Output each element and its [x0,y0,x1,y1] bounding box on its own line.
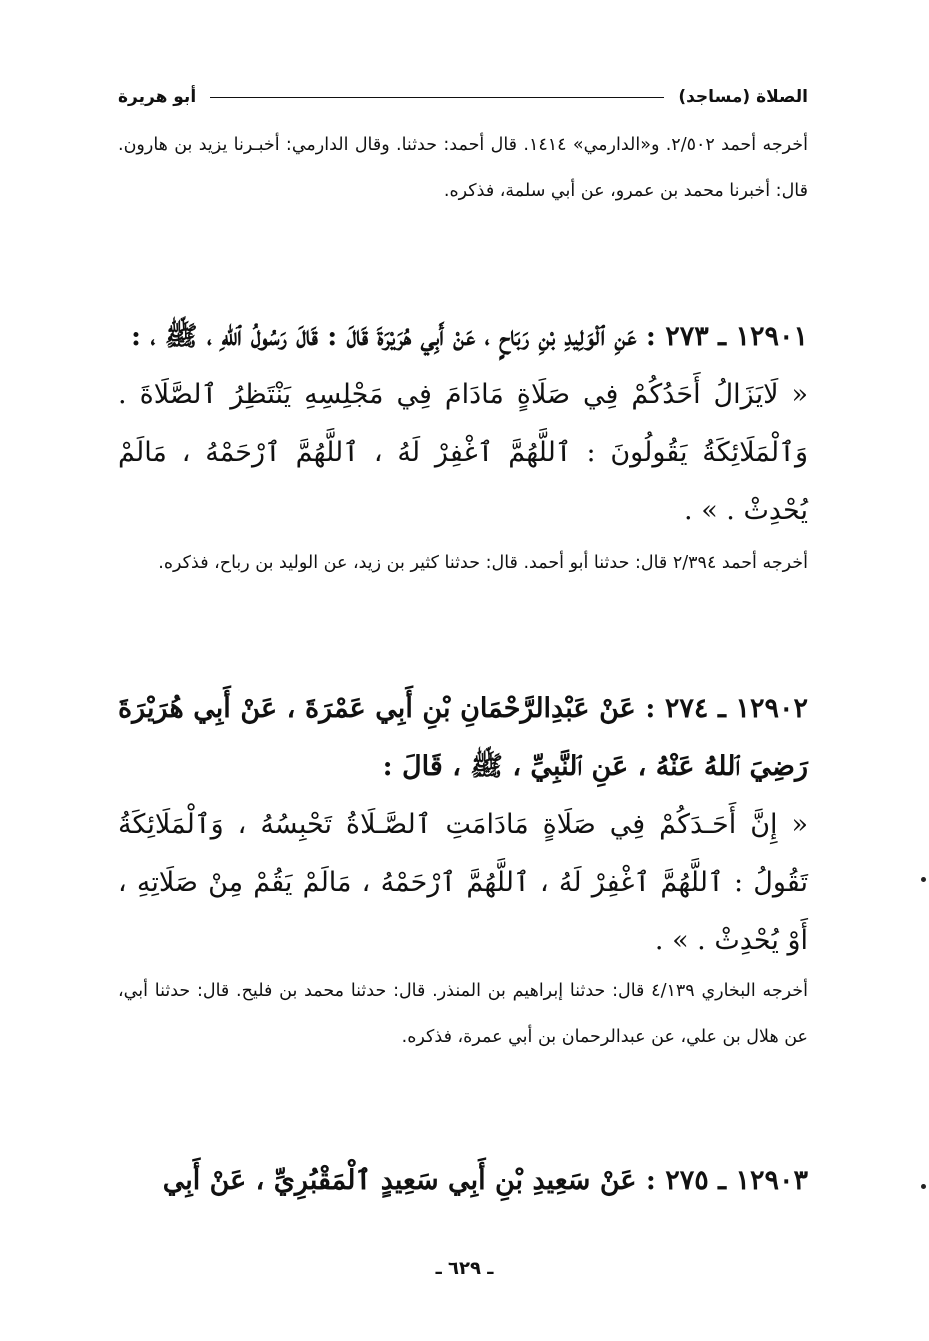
hadith-isnad: ١٢٩٠١ ـ ٢٧٣ : عَنِ ٱلْوَلِيدِ بْنِ رَبَاحٍ ، عَنْ أَبِي هُرَيْرَةَ قَالَ : قَالَ رَسُولُ ٱللهِ ، ﷺ ، : [130,321,808,352]
source-note-text: أخرجه أحمد ٢/٣٩٤ قال: حدثنا أبو أحمد. قال: حدثنا كثير بن زيد، عن الوليد بن رباح، فذكره. [158,553,808,573]
page-number: ـ ٦٢٩ ـ [435,1258,494,1279]
margin-mark [921,1184,926,1189]
footnote-source-3 [118,968,808,1060]
hadith-matn: « لَايَزَالُ أَحَدُكُمْ فِي صَلَاةٍ مَادَامَ فِي مَجْلِسِهِ يَنْتَظِرُ ٱلصَّلَاةَ . وَٱلْمَلَائِكَةُ يَقُولُونَ : ٱللَّهُمَّ ٱغْفِرْ لَهُ ، ٱللَّهُمَّ ٱرْحَمْهُ ، مَالَمْ يُحْدِثْ . » . [118,379,808,526]
hadith-12902 [118,680,808,970]
hadith-isnad: ١٢٩٠٢ ـ ٢٧٤ : عَنْ عَبْدِالرَّحْمَانِ بْنِ أَبِي عَمْرَةَ ، عَنْ أَبِي هُرَيْرَةَ رَضِيَ ٱللهُ عَنْهُ ، عَنِ ٱلنَّبِيِّ ، ﷺ ، قَالَ : [118,693,808,782]
header-chapter-title: الصلاة (مساجد) [678,87,808,107]
hadith-matn: « إِنَّ أَحَـدَكُمْ فِي صَلَاةٍ مَادَامَتِ ٱلصَّـلَاةُ تَحْبِسُهُ ، وَٱلْمَلَائِكَةُ تَقُولُ : ٱللَّهُمَّ ٱغْفِرْ لَهُ ، ٱللَّهُمَّ ٱرْحَمْهُ ، مَالَمْ يَقُمْ مِنْ صَلَاتِهِ ، أَوْ يُحْدِثْ . » . [118,809,808,956]
footnote-source-2 [118,540,808,586]
header-narrator-title: أبو هريرة [118,87,197,107]
hadith-isnad: ١٢٩٠٣ ـ ٢٧٥ : عَنْ سَعِيدِ بْنِ أَبِي سَعِيدٍ ٱلْمَقْبُرِيِّ ، عَنْ أَبِي [162,1165,808,1196]
hadith-12903 [118,1152,808,1210]
source-note-text: أخرجه أحمد ٢/٥٠٢. و«الدارمي» ١٤١٤. قال أحمد: حدثنا. وقال الدارمي: أخبـرنا يزيد بن هارون. قال: أخبرنا محمد بن عمرو، عن أبي سلمة، فذكره. [118,135,808,201]
margin-mark [921,877,926,882]
header-rule [210,97,664,98]
hadith-12901 [118,308,808,540]
footnote-source-1 [118,122,808,214]
running-header [118,82,808,112]
source-note-text: أخرجه البخاري ٤/١٣٩ قال: حدثنا إبراهيم بن المنذر. قال: حدثنا محمد بن فليح. قال: حدثنا أبي، عن هلال بن علي، عن عبدالرحمان بن أبي عمرة، فذكره. [118,981,808,1047]
